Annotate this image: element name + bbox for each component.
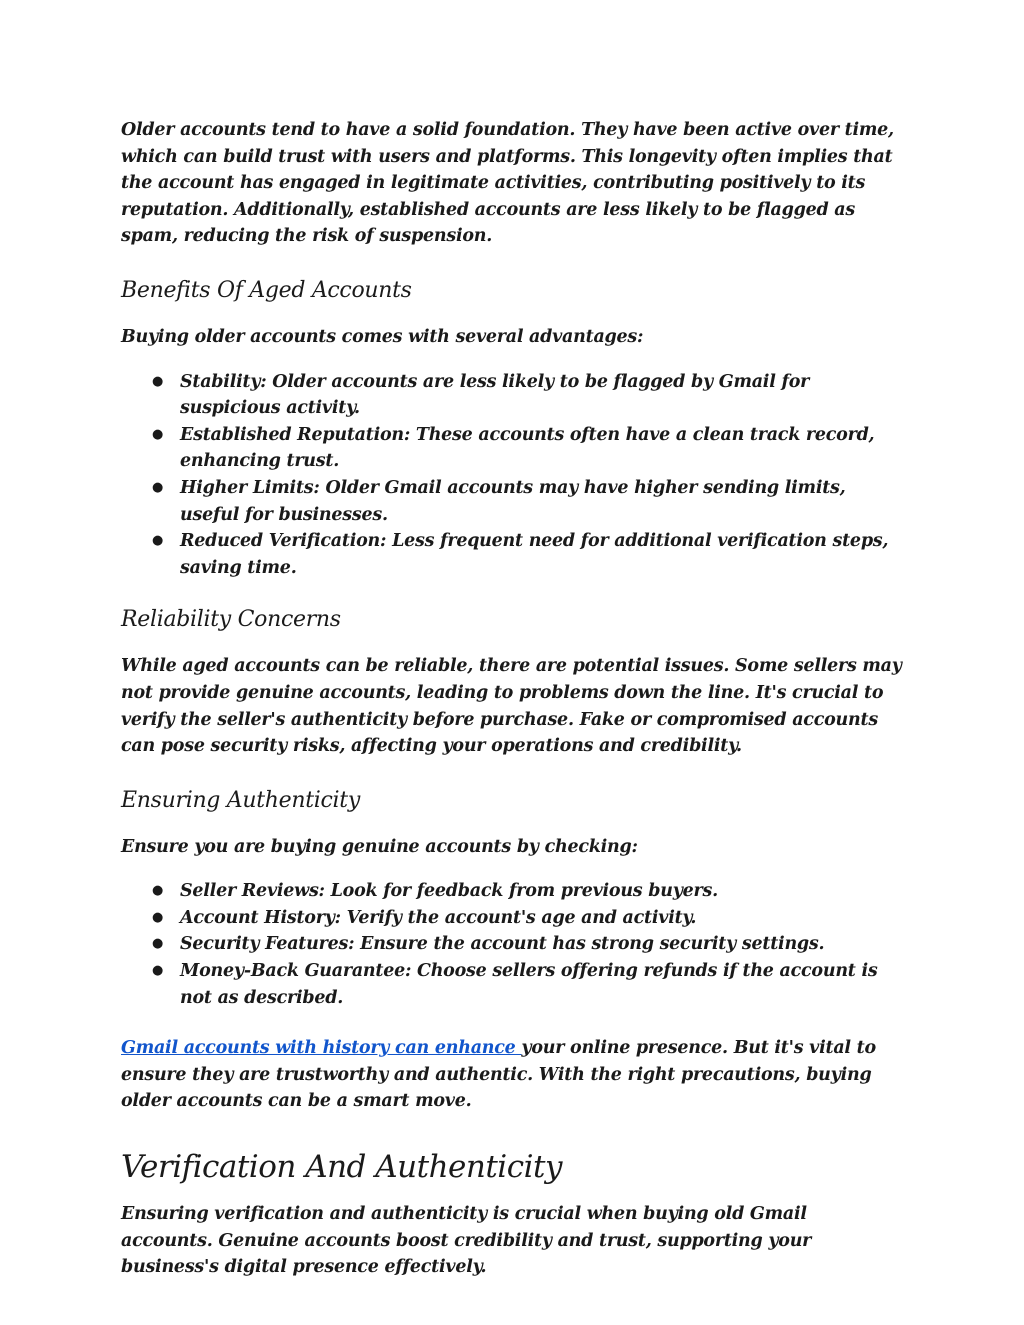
bullet-icon: ● xyxy=(152,909,164,925)
list-item-text: Higher Limits: Older Gmail accounts may have higher sending limits, useful for businesses. xyxy=(180,477,846,525)
benefits-intro: Buying older accounts comes with several advantages: xyxy=(121,326,644,347)
benefits-heading: Benefits Of Aged Accounts xyxy=(121,277,412,303)
gmail-history-link[interactable]: Gmail accounts with history can enhance xyxy=(121,1038,522,1059)
bullet-icon: ● xyxy=(152,426,164,442)
bullet-icon: ● xyxy=(152,936,164,952)
bullet-icon: ● xyxy=(152,883,164,899)
authenticity-heading: Ensuring Authenticity xyxy=(121,787,360,813)
closing-paragraph xyxy=(121,1035,904,1115)
bullet-icon: ● xyxy=(152,963,164,979)
list-item-text: Money-Back Guarantee: Choose sellers offering refunds if the account is not as described. xyxy=(180,961,878,1008)
authenticity-intro: Ensure you are buying genuine accounts by checking: xyxy=(121,836,638,857)
list-item-text: Reduced Verification: Less frequent need for additional verification steps, saving time. xyxy=(180,531,889,578)
verification-heading: Verification And Authenticity xyxy=(121,1149,562,1186)
list-item xyxy=(152,905,904,932)
closing-text: your online presence. But it's vital to ensure they are trustworthy and authentic. With the right precautions, buying older accounts can be a smart move. xyxy=(121,1038,876,1112)
list-item xyxy=(152,528,904,581)
list-item-text: Stability: Older accounts are less likely to be flagged by Gmail for suspicious activity. xyxy=(180,371,810,419)
list-item xyxy=(152,878,904,905)
list-item-text: Seller Reviews: Look for feedback from previous buyers. xyxy=(180,881,718,902)
authenticity-list xyxy=(121,878,904,1011)
intro-paragraph: Older accounts tend to have a solid foundation. They have been active over time, which can build trust with users and platforms. This longevity often implies that the account has engaged in legitimate activities, contributing positively to its reputation. Additionally, established accounts are less likely to be flagged as spam, reducing the risk of suspension. xyxy=(121,120,894,247)
list-item-text: Security Features: Ensure the account has strong security settings. xyxy=(180,934,825,955)
list-item xyxy=(152,958,904,1011)
reliability-heading: Reliability Concerns xyxy=(121,607,341,633)
verification-paragraph: Ensuring verification and authenticity is crucial when buying old Gmail accounts. Genuine accounts boost credibility and trust, supporting your business's digital presence effectively. xyxy=(121,1204,812,1278)
bullet-icon: ● xyxy=(152,373,164,389)
list-item-text: Established Reputation: These accounts often have a clean track record, enhancing trust. xyxy=(180,424,875,472)
list-item xyxy=(152,369,904,422)
bullet-icon: ● xyxy=(152,479,164,495)
reliability-paragraph: While aged accounts can be reliable, there are potential issues. Some sellers may not provide genuine accounts, leading to problems down the line. It's crucial to verify the seller's authenticity before purchase. Fake or compromised accounts can pose security risks, affecting your operations and credibility. xyxy=(121,656,902,757)
list-item xyxy=(152,475,904,528)
benefits-list xyxy=(121,369,904,582)
list-item xyxy=(152,422,904,475)
bullet-icon: ● xyxy=(152,533,164,549)
list-item xyxy=(152,931,904,958)
list-item-text: Account History: Verify the account's age and activity. xyxy=(180,907,697,928)
